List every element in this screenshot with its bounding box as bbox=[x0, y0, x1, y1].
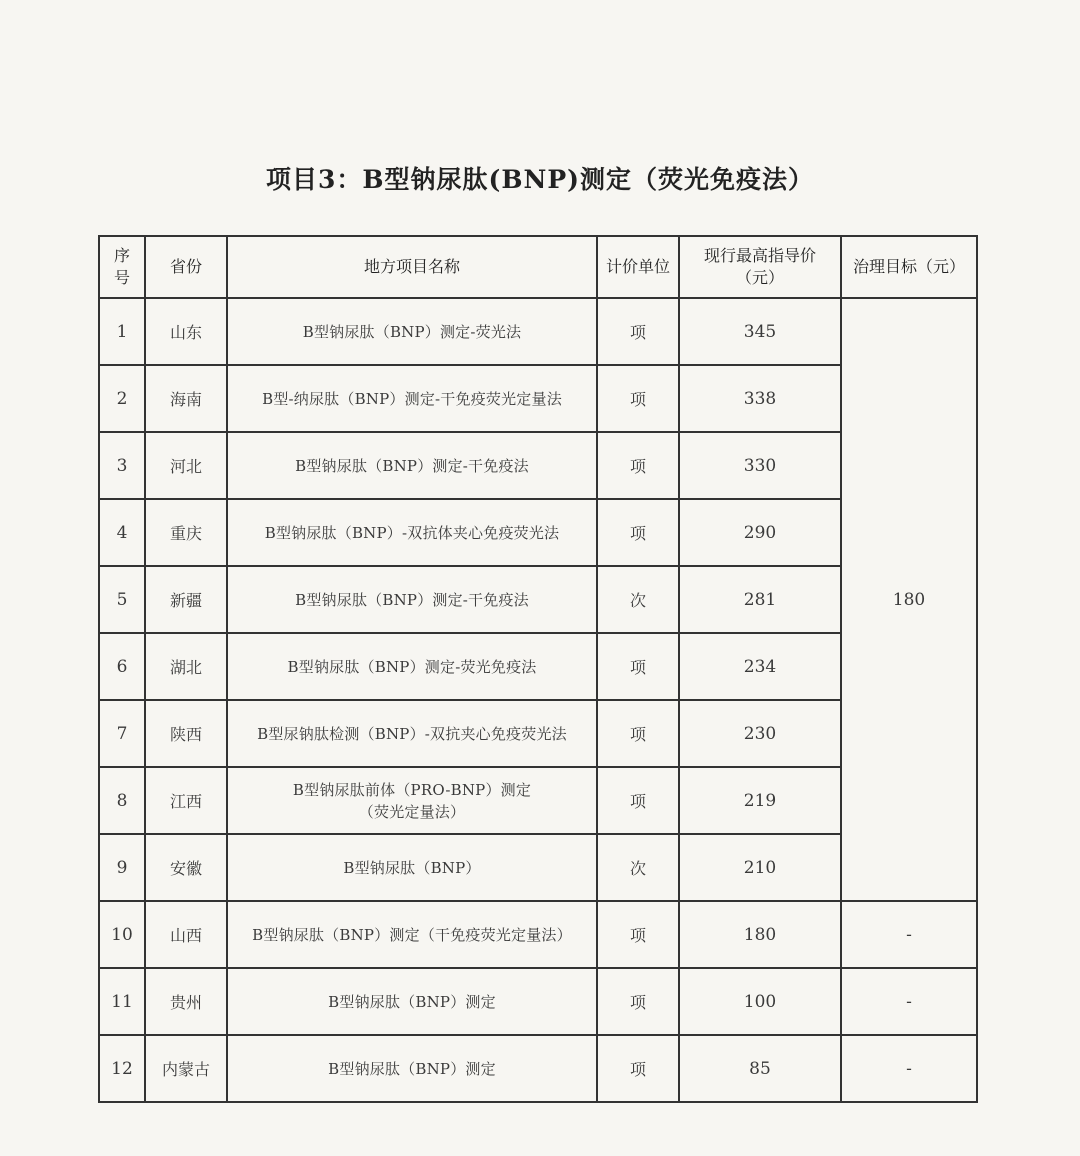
unit-cell: 项 bbox=[597, 1035, 679, 1102]
province-cell: 海南 bbox=[145, 365, 227, 432]
province-cell: 山西 bbox=[145, 901, 227, 968]
header-no: 序 号 bbox=[99, 236, 145, 298]
header-price: 现行最高指导价 （元） bbox=[679, 236, 841, 298]
project-name-cell bbox=[227, 834, 597, 901]
project-name-cell bbox=[227, 901, 597, 968]
unit-cell: 项 bbox=[597, 298, 679, 365]
header-name: 地方项目名称 bbox=[227, 236, 597, 298]
page-title: 项目3：B型钠尿肽(BNP)测定（荧光免疫法） bbox=[266, 165, 814, 194]
project-name-cell bbox=[227, 767, 597, 834]
province-cell: 内蒙古 bbox=[145, 1035, 227, 1102]
row-number-cell: 4 bbox=[99, 499, 145, 566]
table-row bbox=[99, 968, 977, 1035]
price-table-container bbox=[98, 235, 976, 1103]
unit-cell: 项 bbox=[597, 499, 679, 566]
row-number-cell: 5 bbox=[99, 566, 145, 633]
table-body bbox=[99, 298, 977, 1102]
project-name-line: B型钠尿肽（BNP） bbox=[343, 858, 481, 877]
project-name-cell bbox=[227, 365, 597, 432]
project-name-line: B型钠尿肽（BNP）测定-干免疫法 bbox=[295, 590, 529, 609]
price-cell: 219 bbox=[679, 767, 841, 834]
unit-cell: 项 bbox=[597, 968, 679, 1035]
unit-cell: 次 bbox=[597, 834, 679, 901]
project-name-line: B型-纳尿肽（BNP）测定-干免疫荧光定量法 bbox=[262, 389, 562, 408]
price-cell: 180 bbox=[679, 901, 841, 968]
project-name-line: B型钠尿肽（BNP）测定 bbox=[328, 992, 496, 1011]
row-number-cell: 12 bbox=[99, 1035, 145, 1102]
unit-cell: 项 bbox=[597, 700, 679, 767]
unit-cell: 项 bbox=[597, 432, 679, 499]
row-number-cell: 3 bbox=[99, 432, 145, 499]
unit-cell: 次 bbox=[597, 566, 679, 633]
project-name-cell bbox=[227, 1035, 597, 1102]
price-cell: 85 bbox=[679, 1035, 841, 1102]
project-name-cell bbox=[227, 298, 597, 365]
target-cell: - bbox=[841, 1035, 977, 1102]
project-name-line: B型钠尿肽（BNP）-双抗体夹心免疫荧光法 bbox=[264, 523, 560, 542]
province-cell: 安徽 bbox=[145, 834, 227, 901]
price-cell: 230 bbox=[679, 700, 841, 767]
header-unit: 计价单位 bbox=[597, 236, 679, 298]
row-number-cell: 8 bbox=[99, 767, 145, 834]
project-name-line: B型钠尿肽前体（PRO-BNP）测定 bbox=[292, 780, 532, 799]
row-number-cell: 7 bbox=[99, 700, 145, 767]
province-cell: 山东 bbox=[145, 298, 227, 365]
project-name-line: B型尿钠肽检测（BNP）-双抗夹心免疫荧光法 bbox=[257, 724, 567, 743]
header-province: 省份 bbox=[145, 236, 227, 298]
table-row bbox=[99, 1035, 977, 1102]
project-name-line: B型钠尿肽（BNP）测定-荧光免疫法 bbox=[287, 657, 537, 676]
province-cell: 江西 bbox=[145, 767, 227, 834]
price-cell: 281 bbox=[679, 566, 841, 633]
unit-cell: 项 bbox=[597, 767, 679, 834]
project-name-line: B型钠尿肽（BNP）测定-荧光法 bbox=[302, 322, 522, 341]
price-cell: 290 bbox=[679, 499, 841, 566]
project-name-cell bbox=[227, 499, 597, 566]
project-name-line: （荧光定量法） bbox=[358, 802, 466, 821]
province-cell: 湖北 bbox=[145, 633, 227, 700]
header-target: 治理目标（元） bbox=[841, 236, 977, 298]
row-number-cell: 6 bbox=[99, 633, 145, 700]
table-row bbox=[99, 298, 977, 365]
province-cell: 新疆 bbox=[145, 566, 227, 633]
province-cell: 重庆 bbox=[145, 499, 227, 566]
project-name-cell bbox=[227, 700, 597, 767]
row-number-cell: 1 bbox=[99, 298, 145, 365]
price-cell: 338 bbox=[679, 365, 841, 432]
unit-cell: 项 bbox=[597, 633, 679, 700]
province-cell: 陕西 bbox=[145, 700, 227, 767]
row-number-cell: 2 bbox=[99, 365, 145, 432]
project-name-cell bbox=[227, 566, 597, 633]
target-cell: - bbox=[841, 968, 977, 1035]
province-cell: 河北 bbox=[145, 432, 227, 499]
price-cell: 210 bbox=[679, 834, 841, 901]
project-name-line: B型钠尿肽（BNP）测定（干免疫荧光定量法） bbox=[252, 925, 572, 944]
row-number-cell: 10 bbox=[99, 901, 145, 968]
price-cell: 100 bbox=[679, 968, 841, 1035]
price-cell: 330 bbox=[679, 432, 841, 499]
target-cell: - bbox=[841, 901, 977, 968]
unit-cell: 项 bbox=[597, 365, 679, 432]
row-number-cell: 9 bbox=[99, 834, 145, 901]
table-header-row bbox=[99, 236, 977, 298]
province-cell: 贵州 bbox=[145, 968, 227, 1035]
price-cell: 345 bbox=[679, 298, 841, 365]
project-name-cell bbox=[227, 633, 597, 700]
row-number-cell: 11 bbox=[99, 968, 145, 1035]
unit-cell: 项 bbox=[597, 901, 679, 968]
project-name-cell bbox=[227, 432, 597, 499]
table-row bbox=[99, 901, 977, 968]
merged-target-cell: 180 bbox=[841, 298, 977, 901]
price-cell: 234 bbox=[679, 633, 841, 700]
project-name-line: B型钠尿肽（BNP）测定 bbox=[328, 1059, 496, 1078]
price-table bbox=[98, 235, 978, 1103]
project-name-cell bbox=[227, 968, 597, 1035]
project-name-line: B型钠尿肽（BNP）测定-干免疫法 bbox=[295, 456, 529, 475]
